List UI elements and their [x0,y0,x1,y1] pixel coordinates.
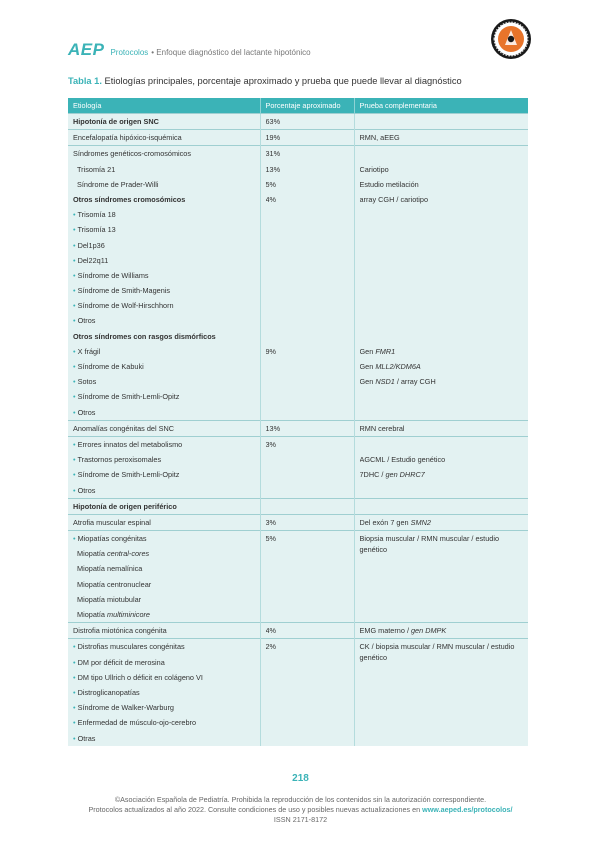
row-pct: 13% [265,164,281,174]
footer-link[interactable]: www.aeped.es/protocolos/ [422,805,513,814]
table-caption [68,76,462,86]
list-item: Miopatía centronuclear [77,579,152,589]
list-item: • DM tipo Ullrich o déficit en colágeno VI [73,672,203,682]
row-pct: 31% [265,149,281,159]
row-pct: 63% [265,117,281,126]
row-pct: 3% [265,517,277,527]
caption-text: Etiologías principales, porcentaje aproximado y prueba que puede llevar al diagnóstico [101,76,462,86]
row-test: CK / biopsia muscular / RMN muscular / estudio genético [359,642,515,663]
list-item: • Otros [73,316,96,326]
table-row [68,514,528,530]
row-test: Del exón 7 gen SMN2 [359,517,431,527]
row-etiology: Síndromes genéticos-cromosómicos [73,149,192,159]
row-etiology: Encefalopatía hipóxico-isquémica [73,133,182,143]
bullet-icon: • [73,210,76,220]
list-item: Miopatía nemalínica [77,564,143,574]
bullet-icon: • [73,485,76,495]
bullet-icon: • [73,407,76,417]
subgroup-title: Otros síndromes con rasgos dismórficos [73,331,216,341]
bullet-icon: • [73,657,76,667]
bullet-icon: • [73,346,76,356]
aep-seal-icon [490,18,532,60]
row-pct: 4% [265,194,277,204]
list-item: • X frágil [73,346,101,356]
row-etiology: Hipotonía de origen periférico [73,501,177,511]
row-etiology: Hipotonía de origen SNC [73,117,159,126]
header-title: • Enfoque diagnóstico del lactante hipotónico [151,48,311,57]
bullet-icon: • [73,703,76,713]
table-row [68,420,528,436]
bullet-icon: • [73,270,76,280]
bullet-icon: • [73,377,76,387]
list-item: • Trisomía 13 [73,225,116,235]
table-row [68,639,528,746]
table-row [68,436,528,498]
row-pct: 5% [265,179,277,189]
bullet-icon: • [73,455,76,465]
list-item: • Trastornos peroxisomales [73,455,162,465]
row-test: array CGH / cariotipo [359,194,429,204]
list-item: • Distroglicanopatías [73,687,140,697]
bullet-icon: • [73,733,76,743]
row-test: Biopsia muscular / RMN muscular / estudio genético [359,534,499,555]
col-header-etiology: Etiología [68,98,260,114]
list-item: • Otras [73,733,96,743]
list-item: • Síndrome de Williams [73,270,149,280]
row-test: EMG materno / gen DMPK [359,626,447,636]
page-number: 218 [292,773,309,784]
row-test: Cariotipo [359,164,389,174]
bullet-icon: • [73,687,76,697]
footer-copyright: ©Asociación Española de Pediatría. Prohibida la reproducción de los contenidos sin la autorización correspondiente. [114,795,487,804]
bullet-icon: • [73,439,76,449]
bullet-icon: • [73,316,76,326]
row-pct: 13% [265,423,281,433]
list-item: Trisomía 21 [77,164,116,174]
aep-logo: AEP [68,40,105,59]
bullet-icon: • [73,240,76,250]
row-etiology: Distrofia miotónica congénita [73,626,167,636]
list-item: • Del22q11 [73,255,109,265]
bullet-icon: • [73,672,76,682]
table-row [68,146,528,420]
list-item: Miopatía miotubular [77,594,142,604]
row-pct: 4% [265,626,277,636]
header-section-link[interactable]: Protocolos [110,48,149,57]
bullet-icon: • [73,642,76,652]
row-pct: 19% [265,133,281,143]
row-test: Gen NSD1 / array CGH [359,377,436,387]
table-row [68,130,528,146]
list-item: • Distrofias musculares congénitas [73,642,185,652]
bullet-icon: • [73,470,76,480]
caption-label: Tabla 1. [68,76,102,86]
list-item: Síndrome de Prader-Willi [77,179,159,189]
row-pct: 5% [265,534,277,544]
list-item: Miopatía central-cores [77,549,150,559]
table-row [68,623,528,639]
footer-issn: ISSN 2171-8172 [273,815,328,824]
table-row [68,114,528,130]
bullet-icon: • [73,362,76,371]
row-pct: 2% [265,642,277,652]
row-test: Estudio metilación [359,179,419,189]
row-test: RMN cerebral [359,423,405,433]
list-item: • Síndrome de Smith-Lemli-Opitz [73,470,180,480]
table-row [68,531,528,623]
footer-update-note: Protocolos actualizados al año 2022. Consulte condiciones de uso y posibles nuevas actualizaciones en www.aeped.es/protocolos/ [88,805,513,814]
col-header-test: Prueba complementaria [354,98,528,114]
col-header-percentage: Porcentaje aproximado [260,98,354,114]
list-item: • Síndrome de Smith-Magenis [73,286,171,296]
list-item: • Errores innatos del metabolismo [73,439,183,449]
list-item: • Síndrome de Walker-Warburg [73,703,174,713]
list-item: • Síndrome de Kabuki [73,362,144,371]
row-test: AGCML / Estudio genético [359,455,446,465]
bullet-icon: • [73,392,76,402]
table-row [68,498,528,514]
row-etiology: Atrofia muscular espinal [73,517,151,527]
bullet-icon: • [73,718,76,728]
bullet-icon: • [73,534,76,544]
list-item: • Síndrome de Wolf-Hirschhorn [73,301,174,311]
row-pct: 9% [265,346,277,356]
list-item: Miopatía multiminicore [77,610,150,619]
subgroup-title: Otros síndromes cromosómicos [73,194,186,204]
list-item: • Trisomía 18 [73,210,116,220]
bullet-icon: • [73,286,76,296]
list-item: • Síndrome de Smith-Lemli-Opitz [73,392,180,402]
bullet-icon: • [73,301,76,311]
page-header [68,40,311,60]
list-item: • DM por déficit de merosina [73,657,165,667]
list-item: • Miopatías congénitas [73,534,147,544]
list-item: • Enfermedad de músculo-ojo-cerebro [73,718,197,728]
bullet-icon: • [73,225,76,235]
list-item: • Otros [73,485,96,495]
row-test: Gen MLL2/KDM6A [359,362,421,371]
list-item: • Otros [73,407,96,417]
row-test: Gen FMR1 [359,346,396,356]
row-test: RMN, aEEG [359,133,400,143]
row-etiology: Anomalías congénitas del SNC [73,423,174,433]
etiology-table [68,98,528,746]
bullet-icon: • [73,255,76,265]
list-item: • Sotos [73,377,97,387]
table-header-row [68,98,528,114]
row-pct: 3% [265,439,277,449]
list-item: • Del1p36 [73,240,105,250]
row-test: 7DHC / gen DHRC7 [359,470,425,480]
